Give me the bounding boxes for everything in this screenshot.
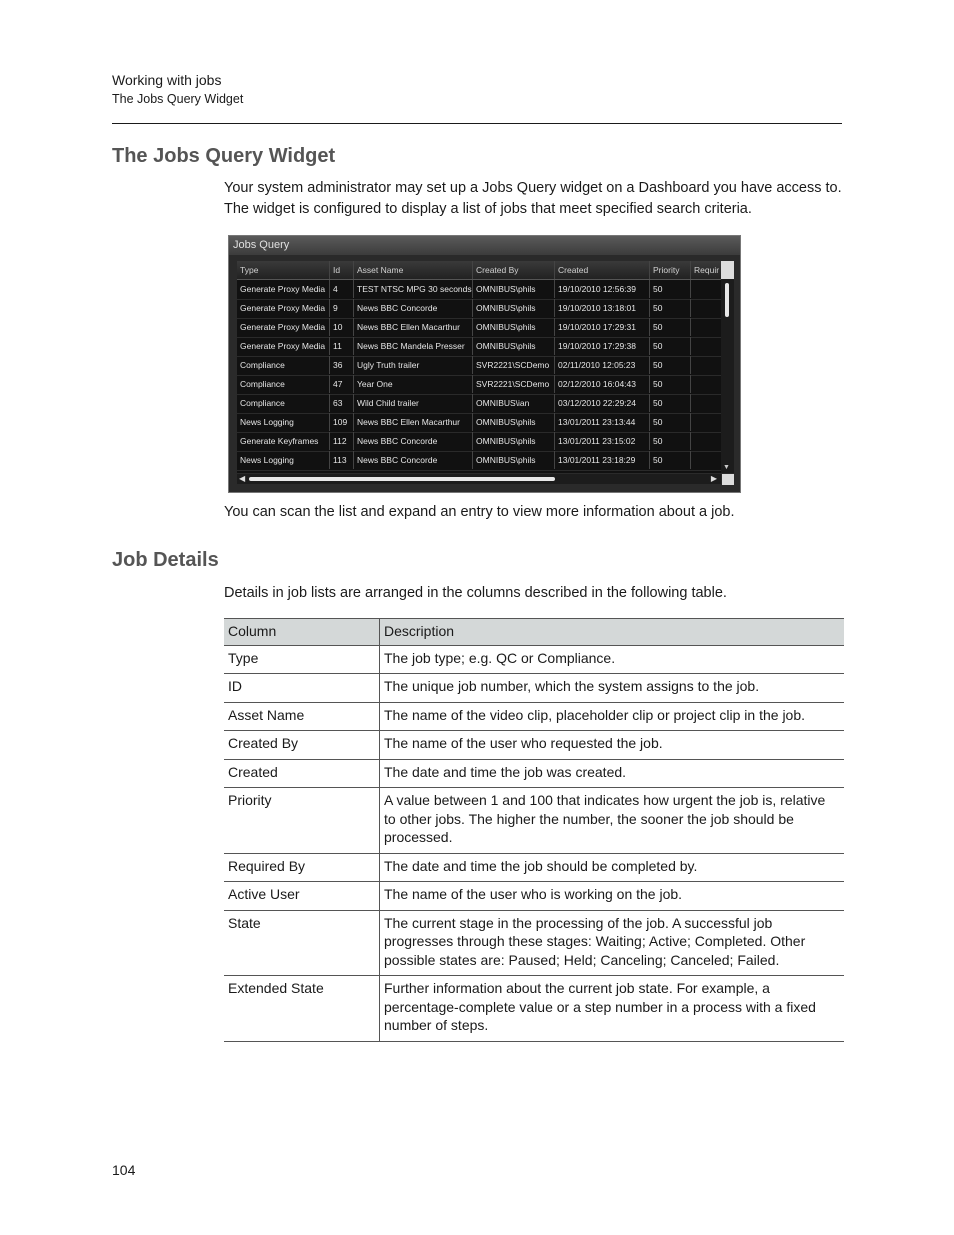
table-header-column: Column bbox=[224, 619, 380, 646]
grid-cell: 11 bbox=[330, 337, 354, 355]
grid-cell: 113 bbox=[330, 451, 354, 469]
grid-cell: 63 bbox=[330, 394, 354, 412]
column-name-cell: ID bbox=[224, 674, 380, 703]
grid-column-header[interactable]: Priority bbox=[650, 261, 691, 279]
description-cell: The date and time the job should be completed by. bbox=[380, 853, 845, 882]
grid-cell: 19/10/2010 12:56:39 bbox=[555, 280, 650, 298]
table-row bbox=[224, 882, 844, 911]
grid-cell: 50 bbox=[650, 356, 691, 374]
description-cell: The name of the user who requested the job. bbox=[380, 731, 845, 760]
column-name-cell: Required By bbox=[224, 853, 380, 882]
table-row bbox=[224, 731, 844, 760]
grid-cell: 19/10/2010 13:18:01 bbox=[555, 299, 650, 317]
job-details-table bbox=[224, 618, 844, 1042]
grid-cell: 47 bbox=[330, 375, 354, 393]
grid-cell: 19/10/2010 17:29:31 bbox=[555, 318, 650, 336]
table-row[interactable] bbox=[237, 432, 727, 452]
jobs-grid bbox=[237, 261, 727, 473]
table-row bbox=[224, 645, 844, 674]
table-row bbox=[224, 910, 844, 976]
column-name-cell: Type bbox=[224, 645, 380, 674]
scroll-corner bbox=[721, 261, 734, 279]
description-cell: The unique job number, which the system assigns to the job. bbox=[380, 674, 845, 703]
description-cell: Further information about the current job state. For example, a percentage-complete value or a step number in a process with a fixed number of steps. bbox=[380, 976, 845, 1042]
grid-cell: 13/01/2011 23:18:29 bbox=[555, 451, 650, 469]
table-row bbox=[224, 759, 844, 788]
grid-cell: OMNIBUS\phils bbox=[473, 337, 555, 355]
column-name-cell: Extended State bbox=[224, 976, 380, 1042]
running-head-section: The Jobs Query Widget bbox=[112, 92, 244, 106]
grid-cell: TEST NTSC MPG 30 seconds bbox=[354, 280, 473, 298]
grid-cell: 50 bbox=[650, 280, 691, 298]
grid-cell: Compliance bbox=[237, 375, 330, 393]
grid-cell: Ugly Truth trailer bbox=[354, 356, 473, 374]
column-name-cell: Created bbox=[224, 759, 380, 788]
grid-cell: News Logging bbox=[237, 451, 330, 469]
table-row[interactable] bbox=[237, 299, 727, 319]
grid-cell: Generate Proxy Media bbox=[237, 318, 330, 336]
grid-cell: 10 bbox=[330, 318, 354, 336]
grid-cell: News BBC Ellen Macarthur bbox=[354, 318, 473, 336]
column-name-cell: Asset Name bbox=[224, 702, 380, 731]
grid-cell: 50 bbox=[650, 318, 691, 336]
table-row bbox=[224, 702, 844, 731]
table-row[interactable] bbox=[237, 356, 727, 376]
grid-cell: SVR2221\SCDemo bbox=[473, 375, 555, 393]
running-head bbox=[112, 71, 243, 107]
table-row[interactable] bbox=[237, 337, 727, 357]
table-row[interactable] bbox=[237, 451, 727, 471]
description-cell: A value between 1 and 100 that indicates how urgent the job is, relative to other jobs. The higher the number, the sooner the job should be processed. bbox=[380, 788, 845, 854]
description-cell: The name of the video clip, placeholder clip or project clip in the job. bbox=[380, 702, 845, 731]
grid-cell: 50 bbox=[650, 394, 691, 412]
grid-column-header[interactable]: Created By bbox=[473, 261, 555, 279]
description-cell: The date and time the job was created. bbox=[380, 759, 845, 788]
grid-cell: 02/11/2010 12:05:23 bbox=[555, 356, 650, 374]
table-row bbox=[224, 976, 844, 1042]
grid-column-header[interactable]: Requir bbox=[691, 261, 727, 279]
jobs-query-after: You can scan the list and expand an entry to view more information about a job. bbox=[224, 504, 735, 520]
table-row bbox=[224, 788, 844, 854]
table-header-description: Description bbox=[380, 619, 845, 646]
grid-cell: News BBC Concorde bbox=[354, 451, 473, 469]
grid-cell: OMNIBUS\phils bbox=[473, 413, 555, 431]
horizontal-scroll-thumb[interactable] bbox=[249, 477, 555, 481]
column-name-cell: Created By bbox=[224, 731, 380, 760]
table-row[interactable] bbox=[237, 394, 727, 414]
description-cell: The current stage in the processing of the job. A successful job progresses through these stages: Waiting; Active; Completed. Other possible states are: Paused; Held; Canceling; Canceled; Failed. bbox=[380, 910, 845, 976]
grid-cell: 03/12/2010 22:29:24 bbox=[555, 394, 650, 412]
grid-cell: 50 bbox=[650, 432, 691, 450]
column-name-cell: State bbox=[224, 910, 380, 976]
grid-cell: 4 bbox=[330, 280, 354, 298]
job-details-intro: Details in job lists are arranged in the columns described in the following table. bbox=[224, 585, 727, 601]
grid-cell: News BBC Concorde bbox=[354, 432, 473, 450]
scroll-right-arrow-icon[interactable]: ▶ bbox=[710, 474, 717, 483]
table-row bbox=[224, 674, 844, 703]
table-header-row bbox=[224, 619, 844, 646]
grid-header bbox=[237, 261, 727, 280]
grid-cell: Generate Proxy Media bbox=[237, 280, 330, 298]
grid-cell: 02/12/2010 16:04:43 bbox=[555, 375, 650, 393]
scroll-corner-bottom bbox=[722, 474, 734, 485]
grid-cell: OMNIBUS\phils bbox=[473, 280, 555, 298]
grid-cell: 109 bbox=[330, 413, 354, 431]
grid-cell: 50 bbox=[650, 451, 691, 469]
header-rule bbox=[112, 123, 842, 124]
grid-cell: 36 bbox=[330, 356, 354, 374]
grid-cell: 50 bbox=[650, 337, 691, 355]
grid-cell: News Logging bbox=[237, 413, 330, 431]
grid-cell: 112 bbox=[330, 432, 354, 450]
grid-cell: Generate Keyframes bbox=[237, 432, 330, 450]
grid-cell: News BBC Concorde bbox=[354, 299, 473, 317]
horizontal-scrollbar[interactable] bbox=[237, 474, 721, 484]
section-title-jobs-query: The Jobs Query Widget bbox=[112, 145, 336, 167]
grid-cell: 13/01/2011 23:13:44 bbox=[555, 413, 650, 431]
grid-cell: OMNIBUS\phils bbox=[473, 451, 555, 469]
jobs-query-widget bbox=[228, 235, 741, 493]
table-row[interactable] bbox=[237, 413, 727, 433]
grid-cell: Generate Proxy Media bbox=[237, 299, 330, 317]
vertical-scrollbar[interactable] bbox=[721, 261, 734, 473]
section-title-job-details: Job Details bbox=[112, 549, 219, 571]
grid-cell: OMNIBUS\phils bbox=[473, 299, 555, 317]
grid-cell: News BBC Ellen Macarthur bbox=[354, 413, 473, 431]
table-row[interactable] bbox=[237, 280, 727, 300]
jobs-query-intro: Your system administrator may set up a Jobs Query widget on a Dashboard you have access to. The widget is configured to display a list of jobs that meet specified search criteria. bbox=[224, 180, 842, 217]
grid-cell: 50 bbox=[650, 375, 691, 393]
vertical-scroll-thumb[interactable] bbox=[725, 283, 729, 317]
grid-column-header[interactable]: Id bbox=[330, 261, 354, 279]
grid-column-header[interactable]: Type bbox=[237, 261, 330, 279]
grid-cell: 50 bbox=[650, 299, 691, 317]
table-row[interactable] bbox=[237, 375, 727, 395]
column-name-cell: Active User bbox=[224, 882, 380, 911]
grid-cell: Compliance bbox=[237, 394, 330, 412]
grid-cell: 19/10/2010 17:29:38 bbox=[555, 337, 650, 355]
grid-cell: 13/01/2011 23:15:02 bbox=[555, 432, 650, 450]
grid-cell: Compliance bbox=[237, 356, 330, 374]
grid-cell: Wild Child trailer bbox=[354, 394, 473, 412]
grid-cell: OMNIBUS\ian bbox=[473, 394, 555, 412]
grid-cell: Year One bbox=[354, 375, 473, 393]
grid-cell: 9 bbox=[330, 299, 354, 317]
grid-cell: SVR2221\SCDemo bbox=[473, 356, 555, 374]
widget-title: Jobs Query bbox=[229, 236, 740, 255]
grid-cell: Generate Proxy Media bbox=[237, 337, 330, 355]
grid-cell: News BBC Mandela Presser bbox=[354, 337, 473, 355]
running-head-chapter: Working with jobs bbox=[112, 72, 222, 88]
grid-cell: 50 bbox=[650, 413, 691, 431]
grid-column-header[interactable]: Created bbox=[555, 261, 650, 279]
table-row bbox=[224, 853, 844, 882]
grid-cell: OMNIBUS\phils bbox=[473, 432, 555, 450]
scroll-down-arrow-icon[interactable]: ▼ bbox=[723, 464, 730, 471]
column-name-cell: Priority bbox=[224, 788, 380, 854]
description-cell: The name of the user who is working on the job. bbox=[380, 882, 845, 911]
grid-column-header[interactable]: Asset Name bbox=[354, 261, 473, 279]
grid-cell: OMNIBUS\phils bbox=[473, 318, 555, 336]
page-number: 104 bbox=[112, 1162, 136, 1178]
table-row[interactable] bbox=[237, 318, 727, 338]
scroll-left-arrow-icon[interactable]: ◀ bbox=[239, 474, 246, 483]
grid-body bbox=[237, 280, 727, 471]
description-cell: The job type; e.g. QC or Compliance. bbox=[380, 645, 845, 674]
